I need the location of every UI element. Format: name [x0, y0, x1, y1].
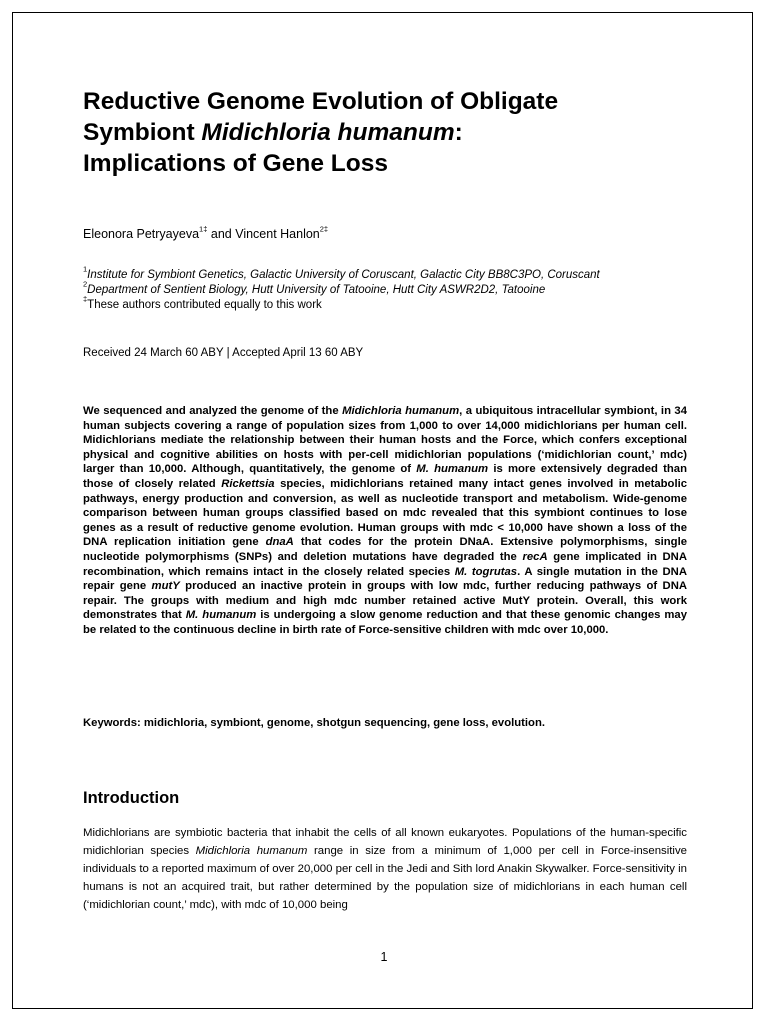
title-line-1: Reductive Genome Evolution of Obligate	[83, 88, 559, 115]
abstract: We sequenced and analyzed the genome of the Midichloria humanum, a ubiquitous intracellular symbiont, in 34 human subjects covering a range of population sizes from 1,000 to over 14,000 midichlorians per human cell. Midichlorians mediate the relationship between their human hosts and the Force, which confers exceptional physical and cognitive abilities on hosts with per-cell midichlorian populations (‘midichlorian count,’ mdc) larger than 10,000. Although, quantitatively, the genome of M. humanum is more extensively degraded than those of closely related Rickettsia species, midichlorians retained many intact genes involved in metabolic pathways, energy production and conversion, as well as nucleotide transport and metabolism. Wide-genome comparison between human groups classified based on mdc revealed that this symbiont continues to lose genes as a result of reductive genome evolution. Human groups with mdc < 10,000 have shown a loss of the DNA replication initiation gene dnaA that codes for the protein DNaA. Extensive polymorphisms, single nucleotide polymorphisms (SNPs) and deletion mutations have degraded the recA gene implicated in DNA recombination, which remains intact in the closely related species M. togrutas. A single mutation in the DNA repair gene mutY produced an inactive protein in groups with low mdc, further reducing pathways of DNA repair. The groups with medium and high mdc number retained active MutY protein. Overall, this work demonstrates that M. humanum is undergoing a slow genome reduction and that these genomic changes may be related to the continuous decline in birth rate of Force-sensitive children with mdc over 10,000.	[83, 405, 688, 636]
title-line-2: Symbiont Midichloria humanum:	[83, 119, 463, 146]
affiliation-1: $^1$Institute for Symbiont Genetics, Galactic University of Coruscant, Galactic City BB8C3PO, Coruscant	[83, 264, 600, 281]
introduction-paragraph: Midichlorians are symbiotic bacteria that inhabit the cells of all known eukaryotes. Populations of the human-specific midichlorian species Midichloria humanum range in size from a minimum of 1,000 per cell in Force-insensitive individuals to a reported maximum of over 20,000 per cell in the Jedi and Sith lord Anakin Skywalker. Force-sensitivity in humans is not an acquired trait, but rather determined by the population size of midichlorians in each human cell (‘midichlorian count,’ mdc), with mdc of 10,000 being	[83, 827, 687, 911]
author-name: Eleonora Petryayeva	[83, 227, 200, 241]
page-number: 1	[380, 950, 388, 964]
keywords: Keywords: midichloria, symbiont, genome, shotgun sequencing, gene loss, evolution.	[83, 717, 545, 729]
section-heading-introduction: Introduction	[83, 789, 180, 807]
author-name: Vincent Hanlon	[235, 227, 320, 241]
author-affiliation-mark: 1‡	[199, 224, 208, 234]
received-accepted-dates: Received 24 March 60 ABY | Accepted April 13 60 ABY	[83, 347, 364, 359]
title-line-3: Implications of Gene Loss	[83, 150, 388, 177]
author-list: Eleonora Petryayeva$^{1\ddagger}$ and Vincent Hanlon$^{2\ddagger}$	[83, 224, 329, 241]
title-species-name: Midichloria humanum	[201, 119, 455, 146]
equal-contribution-note: ‡These authors contributed equally to this work	[83, 294, 322, 311]
affiliation-2: $^2$Department of Sentient Biology, Hutt University of Tatooine, Hutt City ASWR2D2, Tatooine	[83, 279, 546, 296]
author-affiliation-mark: 2‡	[319, 224, 329, 234]
paper-title	[83, 86, 687, 179]
affiliations	[83, 264, 687, 313]
